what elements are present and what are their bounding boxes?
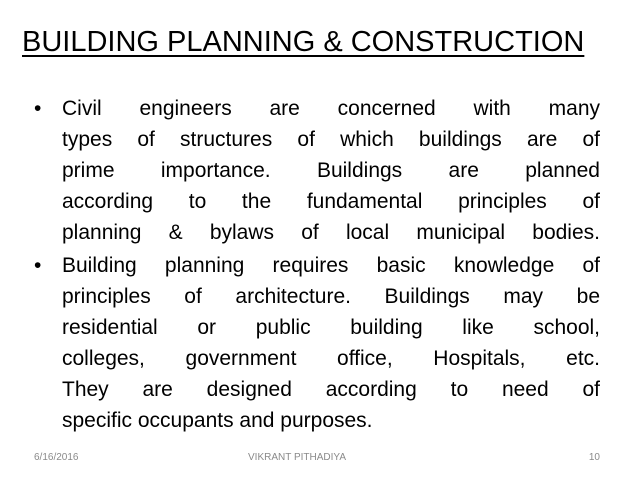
bullet-text (62, 93, 600, 248)
bullet-dot-icon: • (34, 97, 42, 120)
footer-date: 6/16/2016 (34, 452, 79, 463)
bullet-line: Civil engineers are concerned with many (62, 97, 600, 120)
bullet-line: planning & bylaws of local municipal bodies. (62, 221, 600, 244)
bullet-line: types of structures of which buildings are of (62, 128, 600, 151)
slide-title: BUILDING PLANNING & CONSTRUCTION (22, 26, 585, 58)
bullet-line: principles of architecture. Buildings may be (62, 285, 600, 308)
bullet-line: specific occupants and purposes. (62, 409, 373, 432)
bullet-dot-icon: • (34, 254, 42, 277)
footer-author: VIKRANT PITHADIYA (248, 452, 346, 463)
bullet-line: They are designed according to need of (62, 378, 600, 401)
bullet-text (62, 250, 600, 436)
bullet-item (30, 250, 600, 436)
bullet-list (30, 93, 600, 438)
footer-page-number: 10 (588, 452, 600, 463)
bullet-line: Building planning requires basic knowledge of (62, 254, 600, 277)
bullet-item (30, 93, 600, 248)
bullet-line: prime importance. Buildings are planned (62, 159, 600, 182)
bullet-line: residential or public building like school, (62, 316, 600, 339)
bullet-line: colleges, government office, Hospitals, etc. (62, 347, 600, 370)
bullet-line: according to the fundamental principles of (62, 190, 600, 213)
